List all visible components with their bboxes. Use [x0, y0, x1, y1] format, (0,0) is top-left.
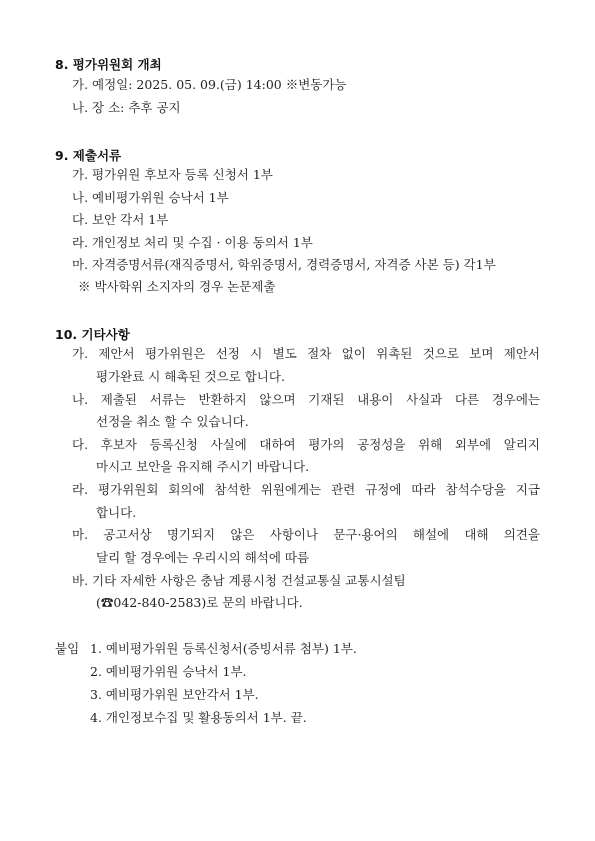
- document-item: 마. 자격증명서류(재직증명서, 학위증명서, 경력증명서, 자격증 사본 등) 각1부: [72, 257, 496, 272]
- document-item: 나. 예비평가위원 승낙서 1부: [72, 190, 229, 205]
- section-heading-meeting: 8. 평가위원회 개최: [55, 57, 162, 72]
- attachment-item: 4. 개인정보수집 및 활용동의서 1부. 끝.: [90, 710, 307, 725]
- document-item: 다. 보안 각서 1부: [72, 212, 169, 227]
- attachment-item: 1. 예비평가위원 등록신청서(증빙서류 첨부) 1부.: [90, 641, 357, 656]
- misc-item-line: 나. 제출된 서류는 반환하지 않으며 기재된 내용이 사실과 다른 경우에는: [72, 392, 540, 407]
- attachments-label: 붙임: [55, 641, 80, 656]
- document-note: ※ 박사학위 소지자의 경우 논문제출: [78, 279, 276, 294]
- misc-item-line: 가. 제안서 평가위원은 선정 시 별도 절차 없이 위촉된 것으로 보며 제안서: [72, 346, 540, 361]
- misc-item-line: 다. 후보자 등록신청 사실에 대하여 평가의 공정성을 위해 외부에 알리지: [72, 437, 540, 452]
- section-heading-misc: 10. 기타사항: [55, 327, 130, 342]
- document-item: 라. 개인정보 처리 및 수집 · 이용 동의서 1부: [72, 235, 313, 250]
- attachment-item: 2. 예비평가위원 승낙서 1부.: [90, 664, 247, 679]
- contact-phone-line: (☎042-840-2583)로 문의 바랍니다.: [96, 595, 303, 610]
- misc-item-line: 마. 공고서상 명기되지 않은 사항이나 문구·용어의 해설에 대해 의견을: [72, 527, 540, 542]
- misc-item-continuation: 선정을 취소 할 수 있습니다.: [96, 414, 249, 429]
- misc-item-continuation: 평가완료 시 해촉된 것으로 합니다.: [96, 369, 285, 384]
- misc-item-continuation: 마시고 보안을 유지해 주시기 바랍니다.: [96, 459, 310, 474]
- meeting-place-line: 나. 장 소: 추후 공지: [72, 100, 181, 115]
- attachment-item: 3. 예비평가위원 보안각서 1부.: [90, 687, 259, 702]
- misc-item-line: 바. 기타 자세한 사항은 충남 계룡시청 건설교통실 교통시설팀: [72, 573, 406, 588]
- misc-item-continuation: 합니다.: [96, 505, 137, 520]
- meeting-date-line: 가. 예정일: 2025. 05. 09.(금) 14:00 ※변동가능: [72, 77, 347, 92]
- section-heading-documents: 9. 제출서류: [55, 148, 122, 163]
- misc-item-continuation: 달리 할 경우에는 우리시의 해석에 따름: [96, 550, 310, 565]
- misc-item-line: 라. 평가위원회 회의에 참석한 위원에게는 관련 규정에 따라 참석수당을 지급: [72, 482, 540, 497]
- document-item: 가. 평가위원 후보자 등록 신청서 1부: [72, 167, 273, 182]
